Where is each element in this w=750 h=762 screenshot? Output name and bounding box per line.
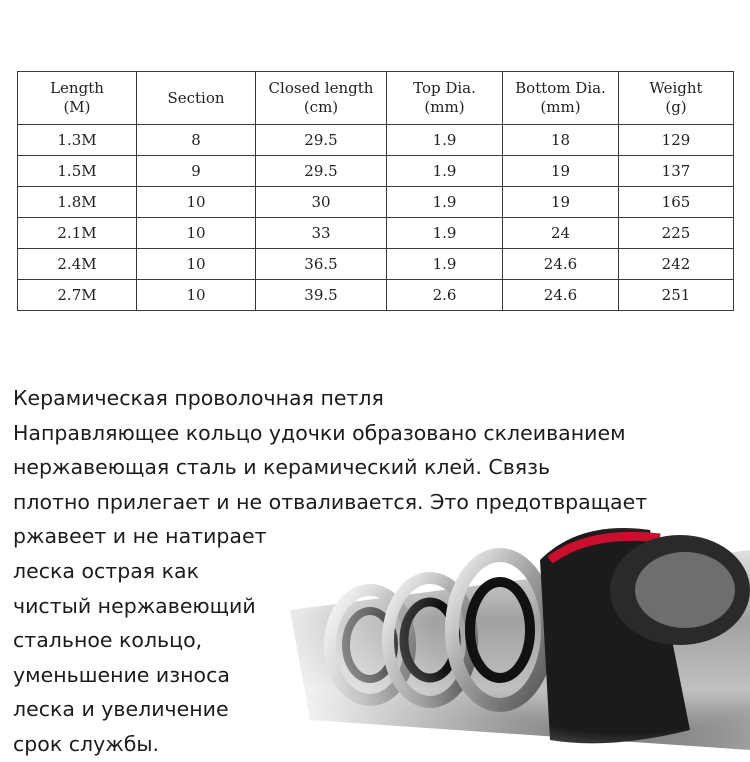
table-cell: 129 (619, 125, 734, 156)
table-cell: 24 (503, 218, 619, 249)
table-cell: 2.1M (18, 218, 137, 249)
table-cell: 33 (256, 218, 387, 249)
description-line: срок службы. (13, 731, 160, 756)
table-row (18, 218, 734, 249)
header-closed-length: Closed length (cm) (256, 72, 387, 125)
table-row (18, 156, 734, 187)
description-line: стальное кольцо, (13, 628, 203, 653)
table-cell: 8 (137, 125, 256, 156)
description-line: леска острая как (13, 558, 199, 583)
description-line: Керамическая проволочная петля (13, 386, 384, 410)
description-line: Направляющее кольцо удочки образовано склеиванием (13, 420, 626, 445)
table-cell: 1.9 (387, 218, 503, 249)
table-row (18, 280, 734, 311)
table-cell: 10 (137, 218, 256, 249)
table-cell: 9 (137, 156, 256, 187)
table-cell: 242 (619, 249, 734, 280)
table-cell: 19 (503, 187, 619, 218)
header-top-dia: Top Dia. (mm) (387, 72, 503, 125)
description-line: нержавеющая сталь и керамический клей. Связь (13, 455, 551, 480)
description-line: ржавеет и не натирает (13, 524, 267, 549)
table-cell: 137 (619, 156, 734, 187)
table-cell: 1.9 (387, 125, 503, 156)
table-cell: 10 (137, 187, 256, 218)
table-cell: 1.9 (387, 187, 503, 218)
table-cell: 10 (137, 249, 256, 280)
table-header-row (18, 72, 734, 125)
description-line: уменьшение износа (13, 662, 230, 687)
table-cell: 30 (256, 187, 387, 218)
table-cell: 2.4M (18, 249, 137, 280)
table-cell: 36.5 (256, 249, 387, 280)
table-cell: 1.3M (18, 125, 137, 156)
description-text (13, 381, 743, 762)
table-cell: 2.6 (387, 280, 503, 311)
header-section: Section (137, 72, 256, 125)
table-cell: 29.5 (256, 156, 387, 187)
description-line: леска и увеличение (13, 697, 229, 722)
table-cell: 1.5M (18, 156, 137, 187)
table-cell: 18 (503, 125, 619, 156)
table-row (18, 249, 734, 280)
table-cell: 1.9 (387, 249, 503, 280)
header-bottom-dia: Bottom Dia. (mm) (503, 72, 619, 125)
description-line: плотно прилегает и не отваливается. Это предотвращает (13, 489, 648, 514)
spec-table (17, 71, 734, 311)
table-cell: 29.5 (256, 125, 387, 156)
header-length: Length (M) (18, 72, 137, 125)
table-cell: 225 (619, 218, 734, 249)
table-cell: 19 (503, 156, 619, 187)
table-row (18, 187, 734, 218)
table-row (18, 125, 734, 156)
table-cell: 251 (619, 280, 734, 311)
table-cell: 10 (137, 280, 256, 311)
description-line: чистый нержавеющий (13, 593, 256, 618)
header-weight: Weight (g) (619, 72, 734, 125)
table-cell: 39.5 (256, 280, 387, 311)
table-cell: 24.6 (503, 280, 619, 311)
table-cell: 2.7M (18, 280, 137, 311)
table-cell: 1.8M (18, 187, 137, 218)
table-cell: 24.6 (503, 249, 619, 280)
table-cell: 165 (619, 187, 734, 218)
table-cell: 1.9 (387, 156, 503, 187)
